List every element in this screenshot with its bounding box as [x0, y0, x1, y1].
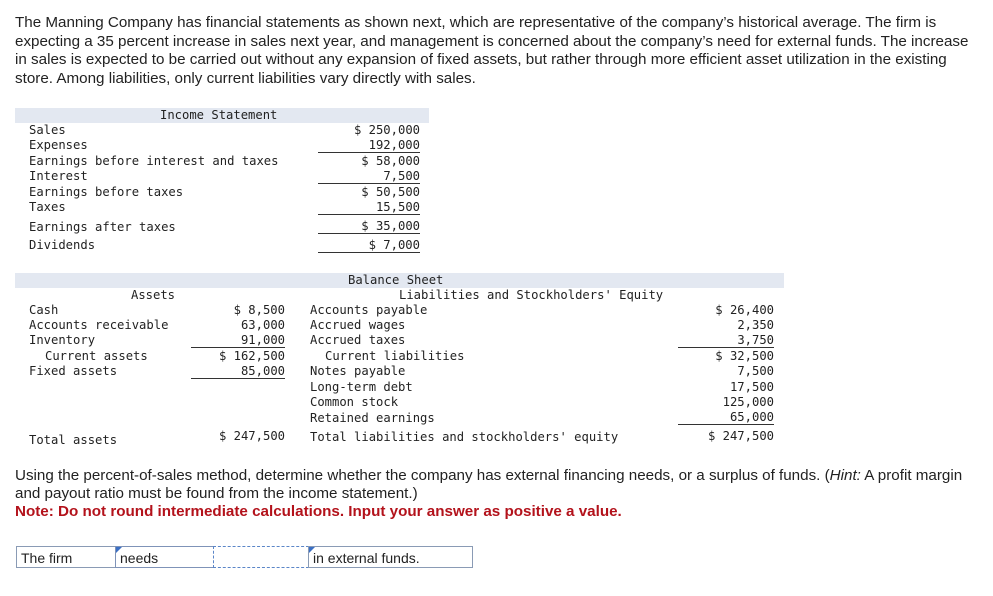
income-value: 7,500: [318, 169, 420, 184]
liability-value: $ 32,500: [715, 349, 774, 363]
suffix-flag-icon: [309, 547, 315, 553]
total-liabilities-label: Total liabilities and stockholders' equity: [310, 430, 619, 444]
question-main: Using the percent-of-sales method, determine whether the company has external financing needs, or a surplus of funds. (: [15, 467, 830, 484]
asset-label: Inventory: [29, 333, 96, 347]
income-value: $ 35,000: [318, 219, 420, 234]
answer-suffix: [308, 546, 473, 568]
liability-value: 125,000: [722, 395, 774, 409]
income-label: Sales: [29, 123, 66, 137]
hint-rest: A profit margin and payout ratio must be found from the income statement.): [15, 467, 963, 502]
amount-input[interactable]: [213, 546, 309, 568]
asset-value: 91,000: [191, 333, 285, 348]
liability-label: Current liabilities: [325, 349, 465, 363]
balance-sheet-title: Balance Sheet: [348, 273, 444, 287]
liability-value: $ 26,400: [715, 303, 774, 317]
asset-value: $ 8,500: [233, 303, 285, 317]
liability-value: 17,500: [729, 380, 774, 394]
total-assets-value: $ 247,500: [218, 429, 285, 443]
liability-label: Notes payable: [310, 364, 406, 378]
asset-value: 63,000: [240, 318, 285, 332]
asset-value: $ 162,500: [218, 349, 285, 363]
income-statement-title: Income Statement: [160, 108, 278, 122]
dropdown-flag-icon: [116, 547, 122, 553]
liability-label: Long-term debt: [310, 380, 413, 394]
liability-label: Retained earnings: [310, 411, 435, 425]
income-label: Taxes: [29, 200, 66, 214]
income-value: $ 50,500: [361, 185, 420, 199]
asset-label: Current assets: [45, 349, 148, 363]
income-label: Earnings before taxes: [29, 185, 184, 199]
income-label: Earnings after taxes: [29, 220, 176, 234]
total-assets-label: Total assets: [29, 433, 118, 447]
hint-label: Hint:: [829, 467, 861, 484]
asset-label: Cash: [29, 303, 59, 317]
liability-value: 3,750: [678, 333, 774, 348]
income-label: Earnings before interest and taxes: [29, 154, 279, 168]
question-text: [15, 467, 975, 521]
liabilities-header: Liabilities and Stockholders' Equity: [399, 288, 664, 302]
income-value: 15,500: [318, 200, 420, 215]
income-label: Dividends: [29, 238, 96, 252]
problem-intro: The Manning Company has financial statements as shown next, which are representative of the company’s historical average. The firm is expecting a 35 percent increase in sales next year, and management is concerned about the company’s need for external funds. The increase in sales is expected to be carried out without any expansion of fixed assets, but rather through more efficient asset utilization in the existing store. Among liabilities, only current liabilities vary directly with sales.: [15, 14, 969, 87]
needs-surplus-dropdown[interactable]: [115, 546, 214, 568]
liability-label: Accrued wages: [310, 318, 406, 332]
asset-label: Fixed assets: [29, 364, 118, 378]
liability-value: 2,350: [737, 318, 774, 332]
total-liabilities-value: $ 247,500: [707, 429, 774, 443]
note-text: Note: Do not round intermediate calculations. Input your answer as positive a value.: [15, 503, 622, 520]
liability-label: Common stock: [310, 395, 399, 409]
liability-value: 7,500: [737, 364, 774, 378]
liability-label: Accounts payable: [310, 303, 428, 317]
asset-label: Accounts receivable: [29, 318, 169, 332]
answer-suffix-text: in external funds.: [313, 550, 420, 566]
income-label: Interest: [29, 169, 88, 183]
assets-header: Assets: [131, 288, 176, 302]
income-value: $ 250,000: [353, 123, 420, 137]
liability-label: Accrued taxes: [310, 333, 406, 347]
asset-value: 85,000: [191, 364, 285, 379]
income-value: $ 58,000: [361, 154, 420, 168]
dropdown-value: needs: [120, 550, 159, 566]
income-value: $ 7,000: [318, 238, 420, 253]
income-value: 192,000: [318, 138, 420, 153]
income-label: Expenses: [29, 138, 88, 152]
liability-value: 65,000: [678, 410, 774, 425]
answer-prefix: The firm: [16, 546, 116, 568]
